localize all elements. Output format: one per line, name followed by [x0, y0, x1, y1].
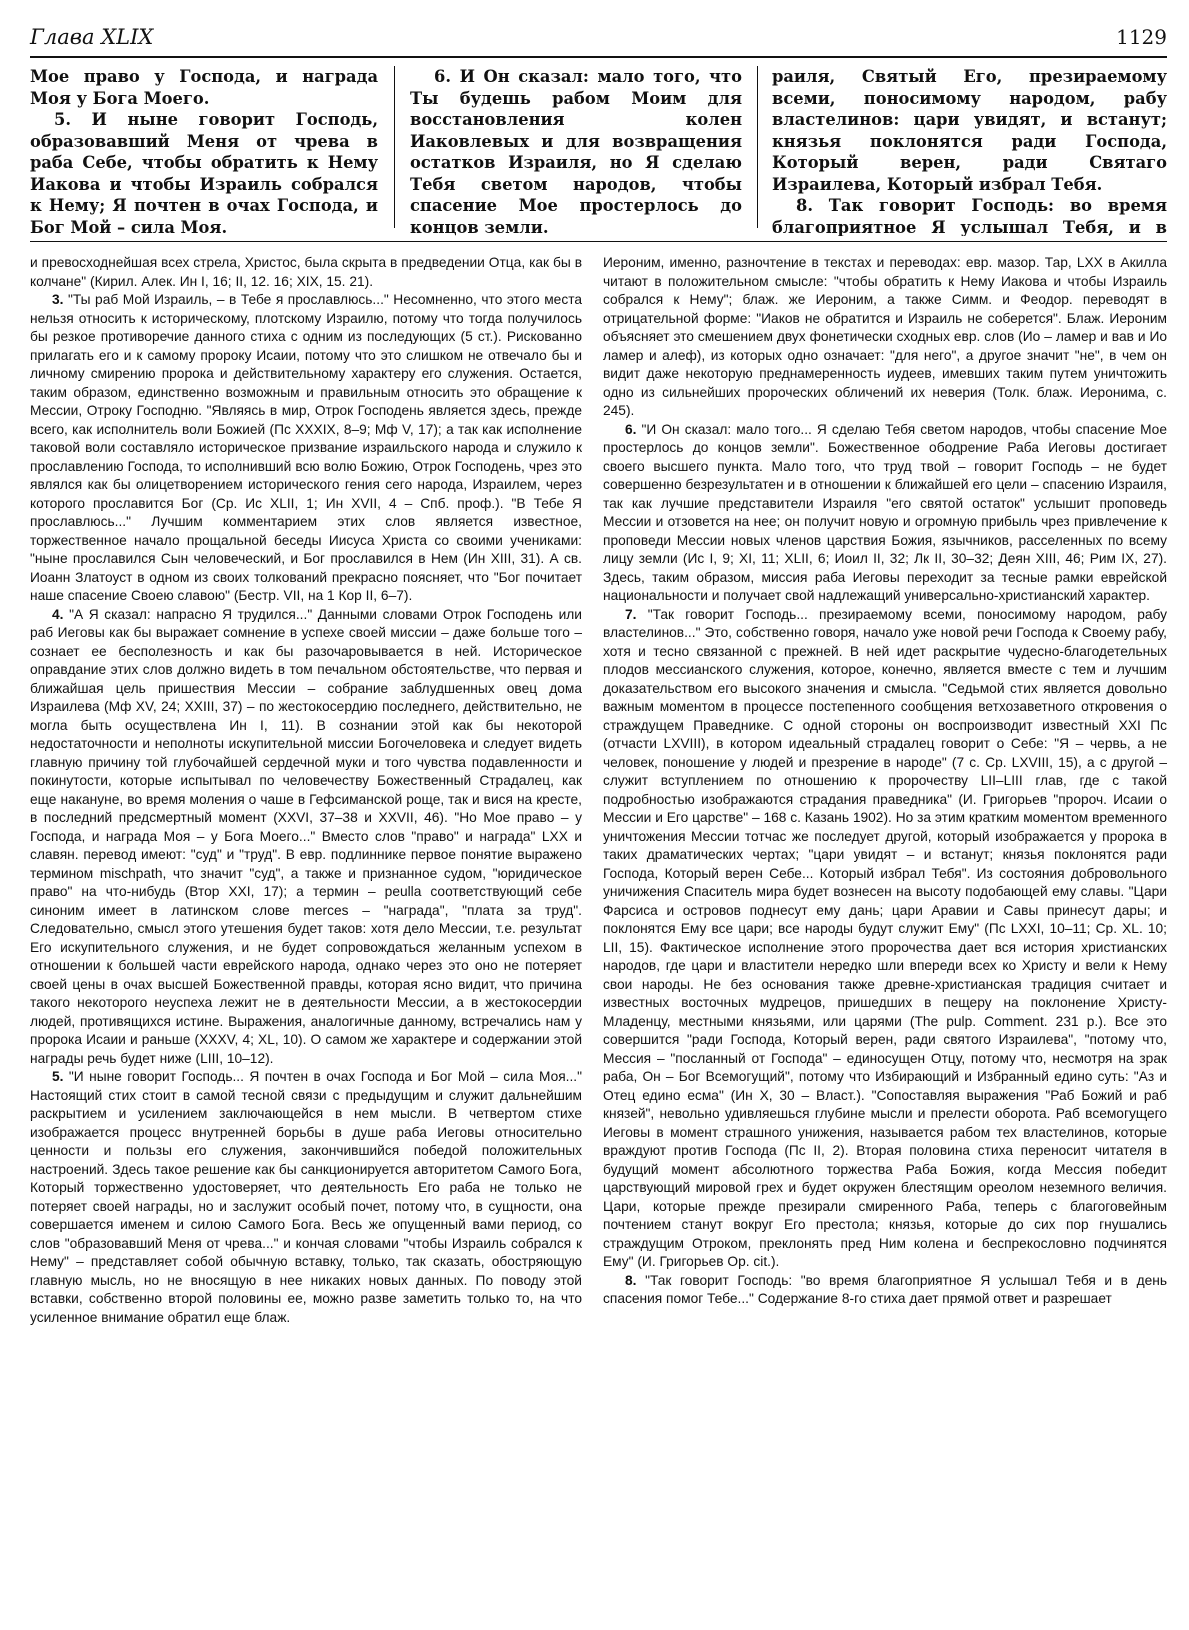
- column-rule: [394, 66, 395, 228]
- commentary-column-2: [603, 254, 1167, 1622]
- verse-number: 4.: [52, 606, 64, 622]
- column-rule: [757, 66, 758, 228]
- verse-number: 5.: [52, 1069, 64, 1084]
- commentary-column-1: [30, 254, 582, 1622]
- section-divider: [30, 241, 1167, 242]
- verse-column-3: [772, 66, 1167, 236]
- commentary-text: "А Я сказал: напрасно Я трудился..." Данными словами Отрок Господень или раб Иеговы как бы выражает сомнение в успехе своей миссии – даже больше того – сознает ее бесполезность и как бы разочаровывается в ней. Историческое оправдание этих слов должно видеть в том печальном обстоятельстве, что первая и ближайшая цель пришествия Мессии – собрание заблудшенных овец дома Израилева (Мф XV, 24; XXIII, 37) – по жестокосердию последнего, действительно, не могла быть осуществлена Ин I, 11). В сознании этой как бы некоторой недостаточности и неполноты искупительной миссии Богочеловека и следует видеть главную причину той глубочайшей сердечной муки и того чувства подавленности и покинутости, которые испытывал по человечеству Божественный Страдалец, как еще накануне, во время моления о чаше в Гефсиманской роще, так и вися на кресте, в последний предсмертный момент (XXVI, 37–38 и XXVII, 46). "Но Мое право – у Господа, и награда Моя – у Бога Моего..." Вместо слов "право" и награда" LXX и славян. перевод имеют: "суд" и "труд". В евр. подлиннике первое понятие выражено термином mischpath, что значит "суд", а также и признанное судом, "юридическое право" на что-нибудь (Втор XXI, 17); а термин – peulla соответствующий себе синоним имеет в латинском слове merces – "награда", "плата за труд". Следовательно, смысл этого утешения будет таков: хотя дело Мессии, т.е. результат Его искупительного служения, и не будет сопровождаться желанным успехом в отношении к большей части еврейского народа, однако через это оно не потеряет своей цены в очах высшей Божественной правды, которая ясно видит, что причина такого некоторого неуспеха лежит не в деятельности Мессии, а в жестокосердии людей, противящихся истине. Выражения, аналогичные данному, встречались нам у пророка Исаии и раньше (XXXV, 4; XL, 10). О самом же характере и содержании этой награды речь будет ниже (LIII, 10–12).: [30, 606, 582, 1066]
- running-header: [30, 22, 1167, 58]
- commentary-text: и превосходнейшая всех стрела, Христос, была скрыта в предведении Отца, как бы в колчане" (Кирил. Алек. Ин I, 16; II, 12. 16; XIX, 15. 21).: [30, 255, 582, 289]
- verse-paragraph: 5. И ныне говорит Господь, образовавший Меня от чрева в раба Себе, чтобы обратить к Нему Иакова и чтобы Израиль собрался к Нему; Я почтен в очах Господа, и Бог Мой – сила Моя.: [30, 110, 378, 236]
- commentary-text: "Ты раб Мой Израиль, – в Тебе я прославлюсь..." Несомненно, что этого места нельзя относить к историческому, плотскому Израилю, потому что тогда получилось бы резкое противоречие данного стиха с одним из последующих (5 ст.). Рискованно прилагать его и к самому пророку Исаии, потому что это слишком не отвечало бы и личному смирению пророка и действительному характеру его служения. Остается, таким образом, единственно возможным и правильным относить это обращение к Мессии, Отроку Господню. "Являясь в мир, Отрок Господень является здесь, прежде всего, как исполнитель воли Божией (Пс XXXIX, 8–9; Мф V, 17); а так как исполнение таковой воли составляло историческое призвание израильского народа и служило к прославлению Господа, то исполнивший всю волю Божию, Отрок Господень, чрез это являлся как бы олицетворением исторического гения сего народа, Израилем, через которого прославится Бог (Ср. Ис XLII, 1; Ин XVII, 4 – Спб. проф.). "В Тебе Я прославлюсь..." Лучшим комментарием этих слов является известное, торжественное начало прощальной беседы Иисуса Христа со своими учениками: "ныне прославился Сын человеческий, и Бог прославился в Нем (Ин XIII, 31). А св. Иоанн Златоуст в одном из своих толкований прекрасно поясняет, что "Бог почитает наше спасение Своею славою" (Бестр. VII, на 1 Кор II, 6–7).: [30, 292, 582, 603]
- commentary-paragraph: [30, 291, 582, 606]
- chapter-title: Глава XLIX: [30, 25, 154, 49]
- verse-paragraph: 8. Так говорит Господь: во время благоприятное Я услышал Тебя, и в: [772, 196, 1167, 236]
- verse-column-2: [410, 66, 742, 236]
- commentary-paragraph: [30, 254, 582, 291]
- verse-number: 6.: [625, 421, 637, 437]
- verse-paragraph: раиля, Святый Его, презираемому всеми, поносимому народом, рабу властелинов: цари увидят, и встанут; князья поклонятся ради Господа, Который верен, ради Святаго Израилева, Который избрал Тебя.: [772, 67, 1167, 194]
- commentary-paragraph: [603, 421, 1167, 606]
- page-number: 1129: [1116, 25, 1167, 49]
- commentary-text: "Так говорит Господь... презираемому всеми, поносимому народом, рабу властелинов..." Это, собственно говоря, начало уже новой речи Господа к Своему рабу, хотя и тесно связанной с прежней. В ней идет раскрытие чудесно-благодетельных плодов мессианского служения, которое, конечно, является вместе с тем и лучшим доказательством его высокого значения и смысла. "Седьмой стих является довольно важным моментом в процессе постепенного сообщения ветхозаветного откровения о страждущем Праведнике. С одной стороны он воспроизводит известный XXI Пс (отчасти LXVIII), в котором идеальный страдалец говорит о Себе: "Я – червь, а не человек, поношение у людей и презрение в народе" (7 с. Ср. LXVIII, 15), а с другой – служит вступлением по отношению к пророчеству LII–LIII глав, где с такой подробностью изображаются страдания праведника" (И. Григорьев "пророч. Исаии о Мессии и Его царстве" – 168 с. Казань 1902). Но за этим кратким моментом временного уничтожения Мессии тотчас же последует другой, который изображается у пророка в таких драматических чертах; "цари увидят – и встанут; князья поклонятся ради Господа, Который верен Себе... Который избрал Тебя". Из состояния добровольного уничижения Спаситель мира будет вознесен на высоту подобающей ему славы. "Цари Фарсиса и островов поднесут ему дань; цари Аравии и Савы принесут дары; и поклонятся Ему все цари; все народы будут служит Ему" (Пс LXXI, 10–11; Ср. XL. 10; LII, 15). Фактическое исполнение этого пророчества дает вся история христианских народов, где цари и властители нередко шли впереди всех ко Христу и вели к Нему свои народы. Не без основания также древне-христианская традиция считает и известных восточных мудрецов, пришедших в пещеру на поклонение Христу-Младенцу, местными князьями, или царями (The pulp. Comment. 231 р.). Все это совершится "ради Господа, Который верен, ради святого Израилева", "потому что, Мессия – "посланный от Господа" – единосущен Отцу, потому что, несмотря на зрак раба, Он – Бог Всемогущий", потому что Избирающий и Избранный едино суть: "Аз и Отец едино есма" (Ин X, 30 – Власт.). "Сопоставляя выражения "Раб Божий и раб князей", невольно удивляешься глубине мысли и прелести оборота. Раб всемогущего Иеговы в момент страшного унижения, называется рабом тех властелинов, которые враждуют против Господа (Пс II, 2). Вторая половина стиха переносит читателя в будущий момент абсолютного торжества Раба Божия, когда Мессия победит царствующий мировой грех и будет окружен блестящим ореолом неземного величия. Цари, которые прежде презирали смиренного Раба, теперь с благоговейным почтением станут вокруг Его престола; князья, которые до сих пор гнушались страждущим Отроком, преклонять пред Ним колена и беспрекословно подчинятся Ему" (И. Григорьев Ор. cit.).: [603, 606, 1167, 1269]
- commentary-paragraph: [603, 1272, 1167, 1309]
- verse-number: 8.: [625, 1272, 637, 1288]
- commentary-paragraph: [603, 606, 1167, 1272]
- verse-column-1: [30, 66, 378, 236]
- verse-paragraph: 6. И Он сказал: мало того, что Ты будешь рабом Моим для восстановления колен Иаковлевых и для возвращения остатков Израиля, но Я сделаю Тебя светом народов, чтобы спасение Мое простерлось до концов земли.: [410, 67, 742, 236]
- commentary-text: Иероним, именно, разночтение в текстах и переводах: евр. мазор. Тар, LXX в Акилла читают в положительном смысле: "чтобы обратить к Нему Иакова и чтобы Израиль собрался к Нему"; блаж. же Иероним, а также Симм. и Феодор. переводят в отрицательной форме: "Иаков не обратится и Израиль не соберется". Блаж. Иероним объясняет это смешением двух фонетически сходных евр. слов (Ио – ламер и вав и Ио ламер и алеф), из которых одно означает: "для него", а другое значит "не", в чем он видит даже некоторую преднамеренность иудеев, имевших таким путем уничтожить одно из сильнейших пророческих обличений их неверия (Толк. блаж. Иеронима, с. 245).: [603, 255, 1167, 418]
- commentary-paragraph: [30, 1068, 582, 1327]
- verse-number: 7.: [625, 606, 637, 622]
- commentary-text: "И ныне говорит Господь... Я почтен в очах Господа и Бог Мой – сила Моя..." Настоящий стих стоит в самой тесной связи с предыдущим и служит дальнейшим раскрытием и усилением заключающейся в нем мысли. В четвертом стихе изображается процесс внутренней борьбы в душе раба Иеговы относительно ценности и пользы его служения, закончившийся победой положительных настроений. Здесь такое решение как бы санкционируется авторитетом Самого Бога, Который торжественно удостоверяет, что деятельность Его раба не только не потеряет своей награды, но и заслужит особый почет, потому что, в сущности, она совершается именем и силою Самого Бога. Весь же опущенный вами период, со слов "образовавший Меня от чрева..." и кончая словами "чтобы Израиль собрался к Нему" – представляет собой обычную вставку, только, так сказать, обостряющую главную мысль, но не вносящую в нее никаких новых данных. По поводу этой вставки, собственно второй половины ее, можно разве заметить только то, на что усиленное внимание обратил еще блаж.: [30, 1069, 582, 1325]
- commentary-paragraph: [603, 254, 1167, 421]
- verse-paragraph: Мое право у Господа, и награда Моя у Бога Моего.: [30, 67, 378, 108]
- commentary-paragraph: [30, 606, 582, 1069]
- verse-number: 3.: [52, 292, 64, 307]
- commentary-text: "Так говорит Господь: "во время благоприятное Я услышал Тебя и в день спасения помог Тебе..." Содержание 8-го стиха дает прямой ответ и разрешает: [603, 1272, 1167, 1306]
- commentary-text: "И Он сказал: мало того... Я сделаю Тебя светом народов, чтобы спасение Мое простерлось до концов земли". Божественное ободрение Раба Иеговы достигает своего высшего пункта. Мало того, что труд твой – говорит Господь – не будет совершенно безрезультатен и в отношении к ближайшей его цели – спасению Израиля, так как лучшие представители Израиля "его святой остаток" услышит проповедь Мессии и отзовется на нее; он получит новую и огромную прибыль чрез привлечение к проповеди Мессии новых членов царствия Божия, язычников, расселенных по всему лицу земли (Ис I, 9; XI, 11; XLII, 6; Иоил II, 32; Лк II, 30–32; Деян XIII, 46; Рим IX, 27). Здесь, таким образом, миссия раба Иеговы переходит за тесные рамки еврейской национальности и получает свой надлежащий универсально-христианский характер.: [603, 421, 1167, 603]
